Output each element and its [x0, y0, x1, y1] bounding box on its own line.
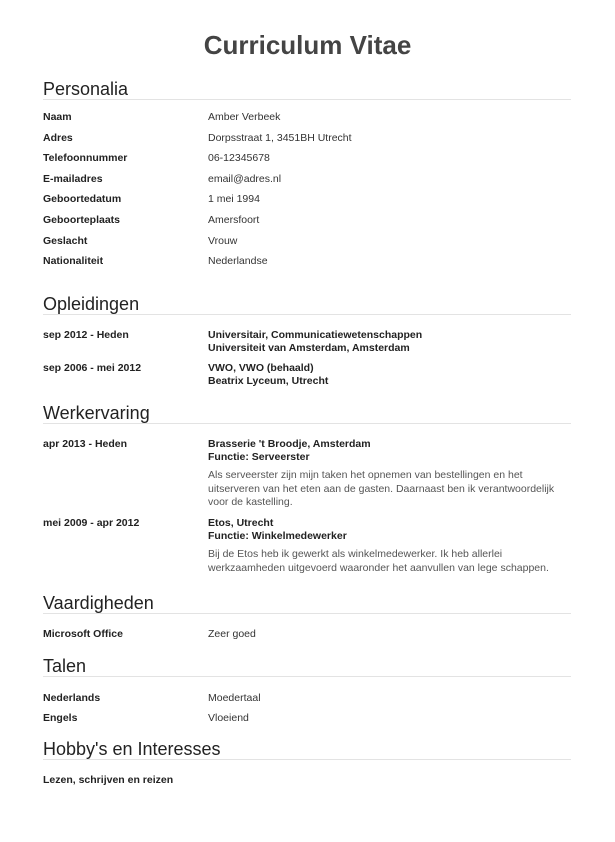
- personalia-row: [43, 193, 571, 214]
- field-label: Nationaliteit: [43, 255, 104, 268]
- personalia-row: [43, 111, 571, 132]
- employer: Brasserie 't Broodje, Amsterdam: [208, 438, 371, 450]
- section-vaardigheden: [43, 592, 571, 641]
- function: Functie: Winkelmedewerker: [208, 530, 347, 542]
- field-value: Vrouw: [208, 234, 238, 247]
- field-value: email@adres.nl: [208, 172, 282, 185]
- field-label: Telefoonnummer: [43, 152, 128, 165]
- institution: Beatrix Lyceum, Utrecht: [208, 375, 329, 387]
- field-value: Nederlandse: [208, 255, 268, 268]
- field-label: Adres: [43, 131, 73, 144]
- period: apr 2013 - Heden: [43, 438, 128, 450]
- personalia-row: [43, 132, 571, 153]
- period: sep 2012 - Heden: [43, 329, 129, 341]
- personalia-row: [43, 152, 571, 173]
- work-entry: [43, 438, 571, 517]
- skill-level: Zeer goed: [208, 628, 256, 640]
- section-heading: Opleidingen: [43, 293, 571, 315]
- skill-row: [43, 628, 571, 641]
- section-talen: [43, 655, 571, 725]
- personalia-row: [43, 255, 571, 276]
- field-label: Geslacht: [43, 234, 88, 247]
- page-title: Curriculum Vitae: [203, 30, 412, 60]
- section-heading: Personalia: [43, 78, 571, 100]
- language-level: Vloeiend: [208, 712, 249, 724]
- description: Bij de Etos heb ik gewerkt als winkelmedewerker. Ik heb allerlei werkzaamheden uitgevoerd waaronder het aanvullen van lege schappen.: [208, 548, 549, 574]
- period: mei 2009 - apr 2012: [43, 517, 140, 529]
- field-label: Geboortedatum: [43, 193, 122, 206]
- field-label: E-mailadres: [43, 172, 103, 185]
- study: VWO, VWO (behaald): [208, 362, 314, 374]
- study: Universitair, Communicatiewetenschappen: [208, 329, 423, 341]
- language-row: [43, 712, 571, 725]
- section-personalia: [43, 78, 571, 276]
- field-value: Dorpsstraat 1, 3451BH Utrecht: [208, 131, 352, 144]
- personalia-row: [43, 235, 571, 256]
- section-hobbys: [43, 738, 571, 787]
- section-heading: Talen: [43, 655, 571, 677]
- language-level: Moedertaal: [208, 692, 261, 704]
- language-label: Engels: [43, 712, 78, 724]
- section-werkervaring: [43, 402, 571, 575]
- personalia-row: [43, 214, 571, 235]
- institution: Universiteit van Amsterdam, Amsterdam: [208, 342, 410, 354]
- field-value: 1 mei 1994: [208, 193, 260, 206]
- description: Als serveerster zijn mijn taken het opnemen van bestellingen en het uitserveren van het eten aan de gasten. Daarnaast ben ik verantwoordelijk voor de kastelling.: [208, 469, 555, 508]
- work-entry: [43, 517, 571, 575]
- field-value: Amersfoort: [208, 213, 260, 226]
- language-label: Nederlands: [43, 692, 101, 704]
- education-entry: [43, 362, 571, 388]
- function: Functie: Serveerster: [208, 451, 310, 463]
- personalia-row: [43, 173, 571, 194]
- hobbies-text: Lezen, schrijven en reizen: [43, 774, 174, 786]
- education-entry: [43, 329, 571, 362]
- field-label: Naam: [43, 111, 72, 123]
- section-opleidingen: [43, 293, 571, 388]
- field-label: Geboorteplaats: [43, 213, 121, 226]
- section-heading: Hobby's en Interesses: [43, 738, 571, 760]
- section-heading: Vaardigheden: [43, 592, 571, 614]
- section-heading: Werkervaring: [43, 402, 571, 424]
- field-value: Amber Verbeek: [208, 111, 281, 123]
- period: sep 2006 - mei 2012: [43, 362, 142, 374]
- language-row: [43, 692, 571, 712]
- employer: Etos, Utrecht: [208, 517, 274, 529]
- skill-label: Microsoft Office: [43, 628, 123, 640]
- field-value: 06-12345678: [208, 152, 270, 165]
